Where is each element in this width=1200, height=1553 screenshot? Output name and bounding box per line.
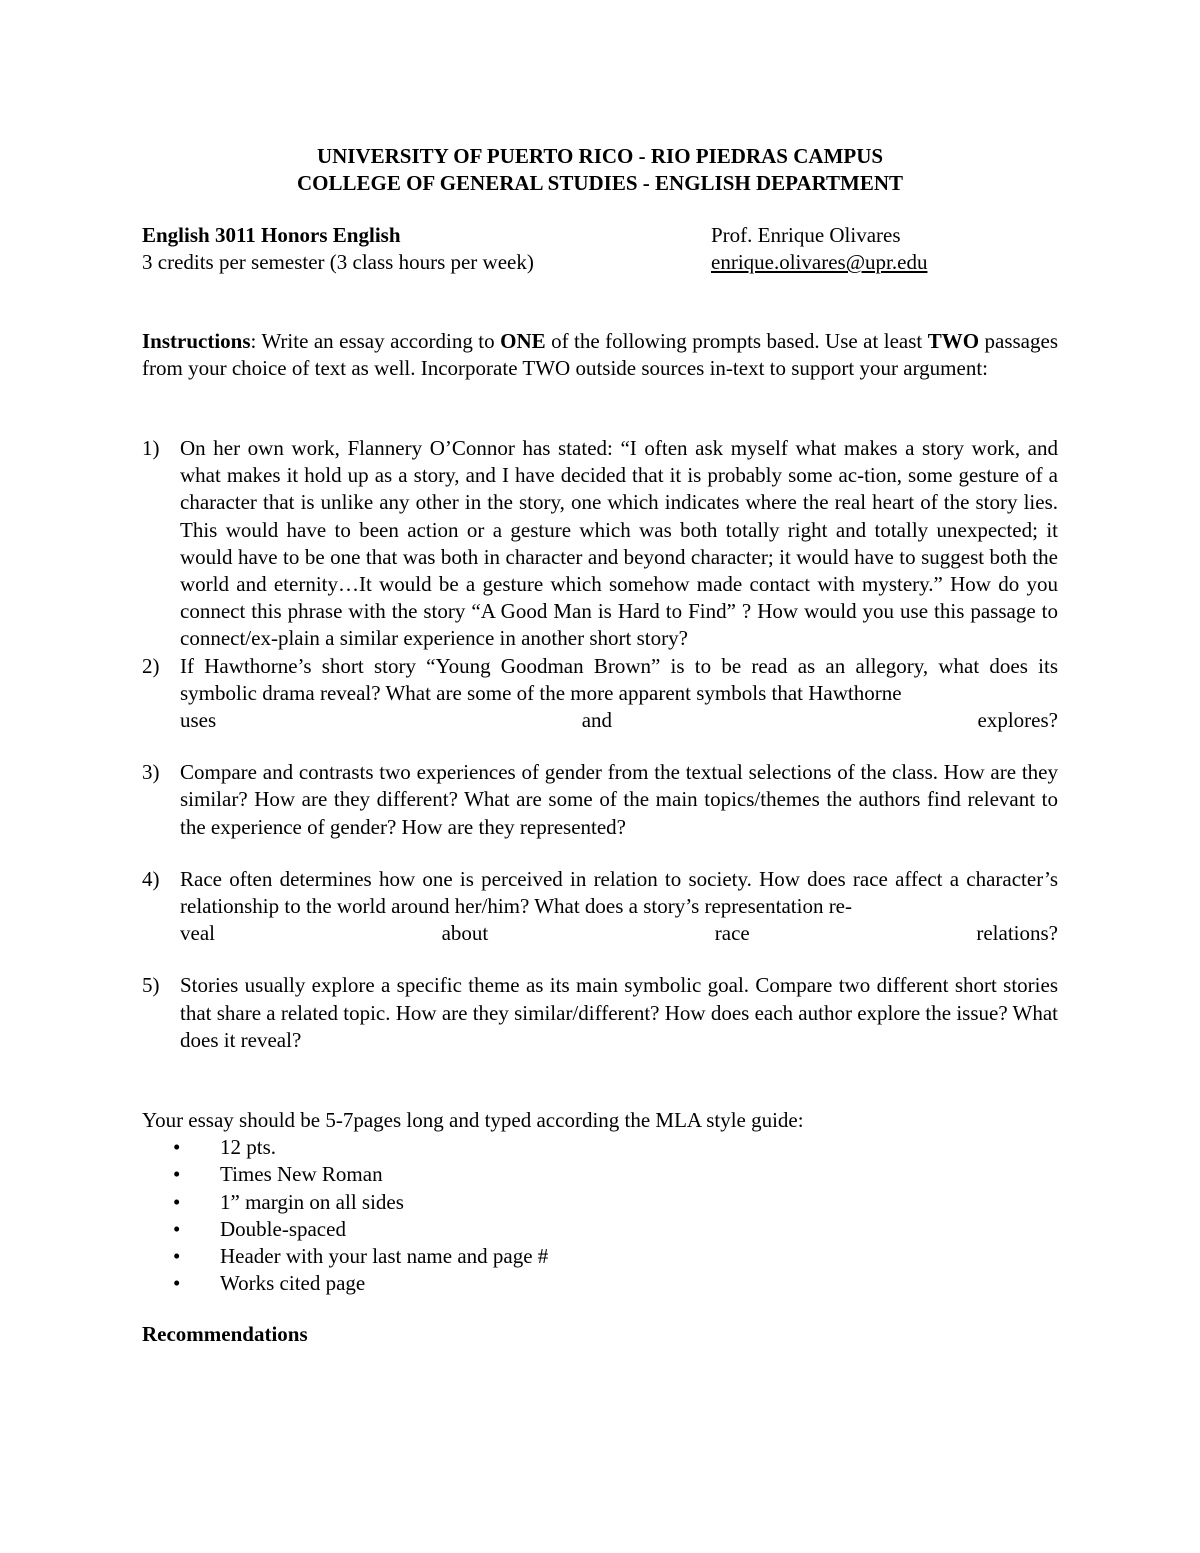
prompt-text-justified-line [180,920,1058,947]
prompt-number: 5) [142,973,160,998]
college-department: COLLEGE OF GENERAL STUDIES - ENGLISH DEPARTMENT [296,171,904,196]
prompt-number: 3) [142,760,160,785]
bullet-icon: • [173,1189,181,1214]
course-title: English 3011 Honors English [142,223,401,247]
prompt-text: If Hawthorne’s short story “Young Goodman Brown” is to be read as an allegory, what does its symbolic drama reveal? What are some of the more apparent symbols that Hawthorne [180,653,1058,705]
requirement-item [142,1270,1058,1297]
instructions-label: Instructions [142,329,251,353]
requirement-text: Times New Roman [220,1162,383,1187]
requirement-item [142,1189,1058,1216]
recommendations-heading: Recommendations [142,1322,308,1346]
requirement-item [142,1216,1058,1243]
requirement-item [142,1134,1058,1161]
prompt-number: 2) [142,653,160,678]
requirement-text: 12 pts. [220,1135,277,1160]
professor-name: Prof. Enrique Olivares [711,223,901,247]
essay-requirements [142,1107,1058,1297]
document-header [0,143,1200,197]
requirement-text: Header with your last name and page # [220,1243,549,1268]
prompt-number: 4) [142,866,160,891]
requirement-item [142,1161,1058,1188]
instructions-text-3: passages from your choice of text as well. Incorporate TWO outside sources in-text to support your argument: [142,329,1058,381]
prompt-word: and [581,708,613,733]
prompt-word: explores? [977,708,1058,733]
prompt-word: relations? [976,921,1058,946]
instructions-one: ONE [500,329,546,353]
prompt-number: 1) [142,436,160,460]
requirement-text: Works cited page [220,1271,366,1296]
requirement-text: Double-spaced [220,1216,346,1241]
professor-email-link[interactable]: enrique.olivares@upr.edu [711,250,928,275]
prompt-word: uses [180,708,217,733]
prompt-word: race [714,921,750,946]
prompt-text: Stories usually explore a specific theme as its main symbolic goal. Compare two different short stories that share a related topic. How are they similar/different? How does each author explore the issue? What does it reveal? [180,973,1058,1052]
prompt-text: Compare and contrasts two experiences of gender from the textual selections of the class. How are they similar? How are they different? What are some of the main topics/themes the authors find relevant to the experience of gender? How are they represented? [180,760,1058,839]
prompt-text: On her own work, Flannery O’Connor has stated: “I often ask myself what makes a story work, and what makes it hold up as a story, and I have decided that it is probably some ac-tion, some gesture of a character that is unlike any other in the story, one which indicates where the real heart of the story lies. This would have to been action or a gesture which was both totally right and totally unexpected; it would have to be one that was both in character and beyond character; it would have to suggest both the world and eternity…It would be a gesture which somehow made contact with mystery.” How do you connect this phrase with the story “A Good Man is Hard to Find” ? How would you use this passage to connect/ex-plain a similar experience in another short story? [180,436,1058,651]
university-name: UNIVERSITY OF PUERTO RICO - RIO PIEDRAS CAMPUS [316,144,884,168]
course-credits: 3 credits per semester (3 class hours per week) [142,250,534,275]
requirements-list [142,1134,1058,1297]
prompt-word: about [441,921,489,946]
prompt-text: Race often determines how one is perceived in relation to society. How does race affect a character’s relationship to the world around her/him? What does a story’s representation re- [180,866,1058,919]
instructions-two: TWO [927,329,980,353]
prompt-item-2 [142,653,1058,735]
bullet-icon: • [173,1271,181,1296]
prompt-item-3 [142,759,1058,841]
essay-intro: Your essay should be 5-7pages long and typed according the MLA style guide: [142,1108,804,1132]
course-info [142,222,1062,276]
bullet-icon: • [173,1216,181,1241]
prompt-text-justified-line [180,707,1058,734]
bullet-icon: • [173,1135,181,1160]
prompt-word: veal [180,921,215,946]
requirement-text: 1” margin on all sides [220,1189,404,1214]
instructions-text-2: of the following prompts based. Use at least [545,329,928,353]
prompt-item-4 [142,866,1058,948]
requirement-item [142,1243,1058,1270]
instructions-paragraph [142,328,1058,382]
prompt-item-5 [142,972,1058,1054]
prompt-item-1 [142,435,1058,653]
prompt-list [142,435,1058,1054]
instructions-text-1: : Write an essay according to [250,329,501,353]
bullet-icon: • [173,1243,181,1268]
bullet-icon: • [173,1162,181,1187]
